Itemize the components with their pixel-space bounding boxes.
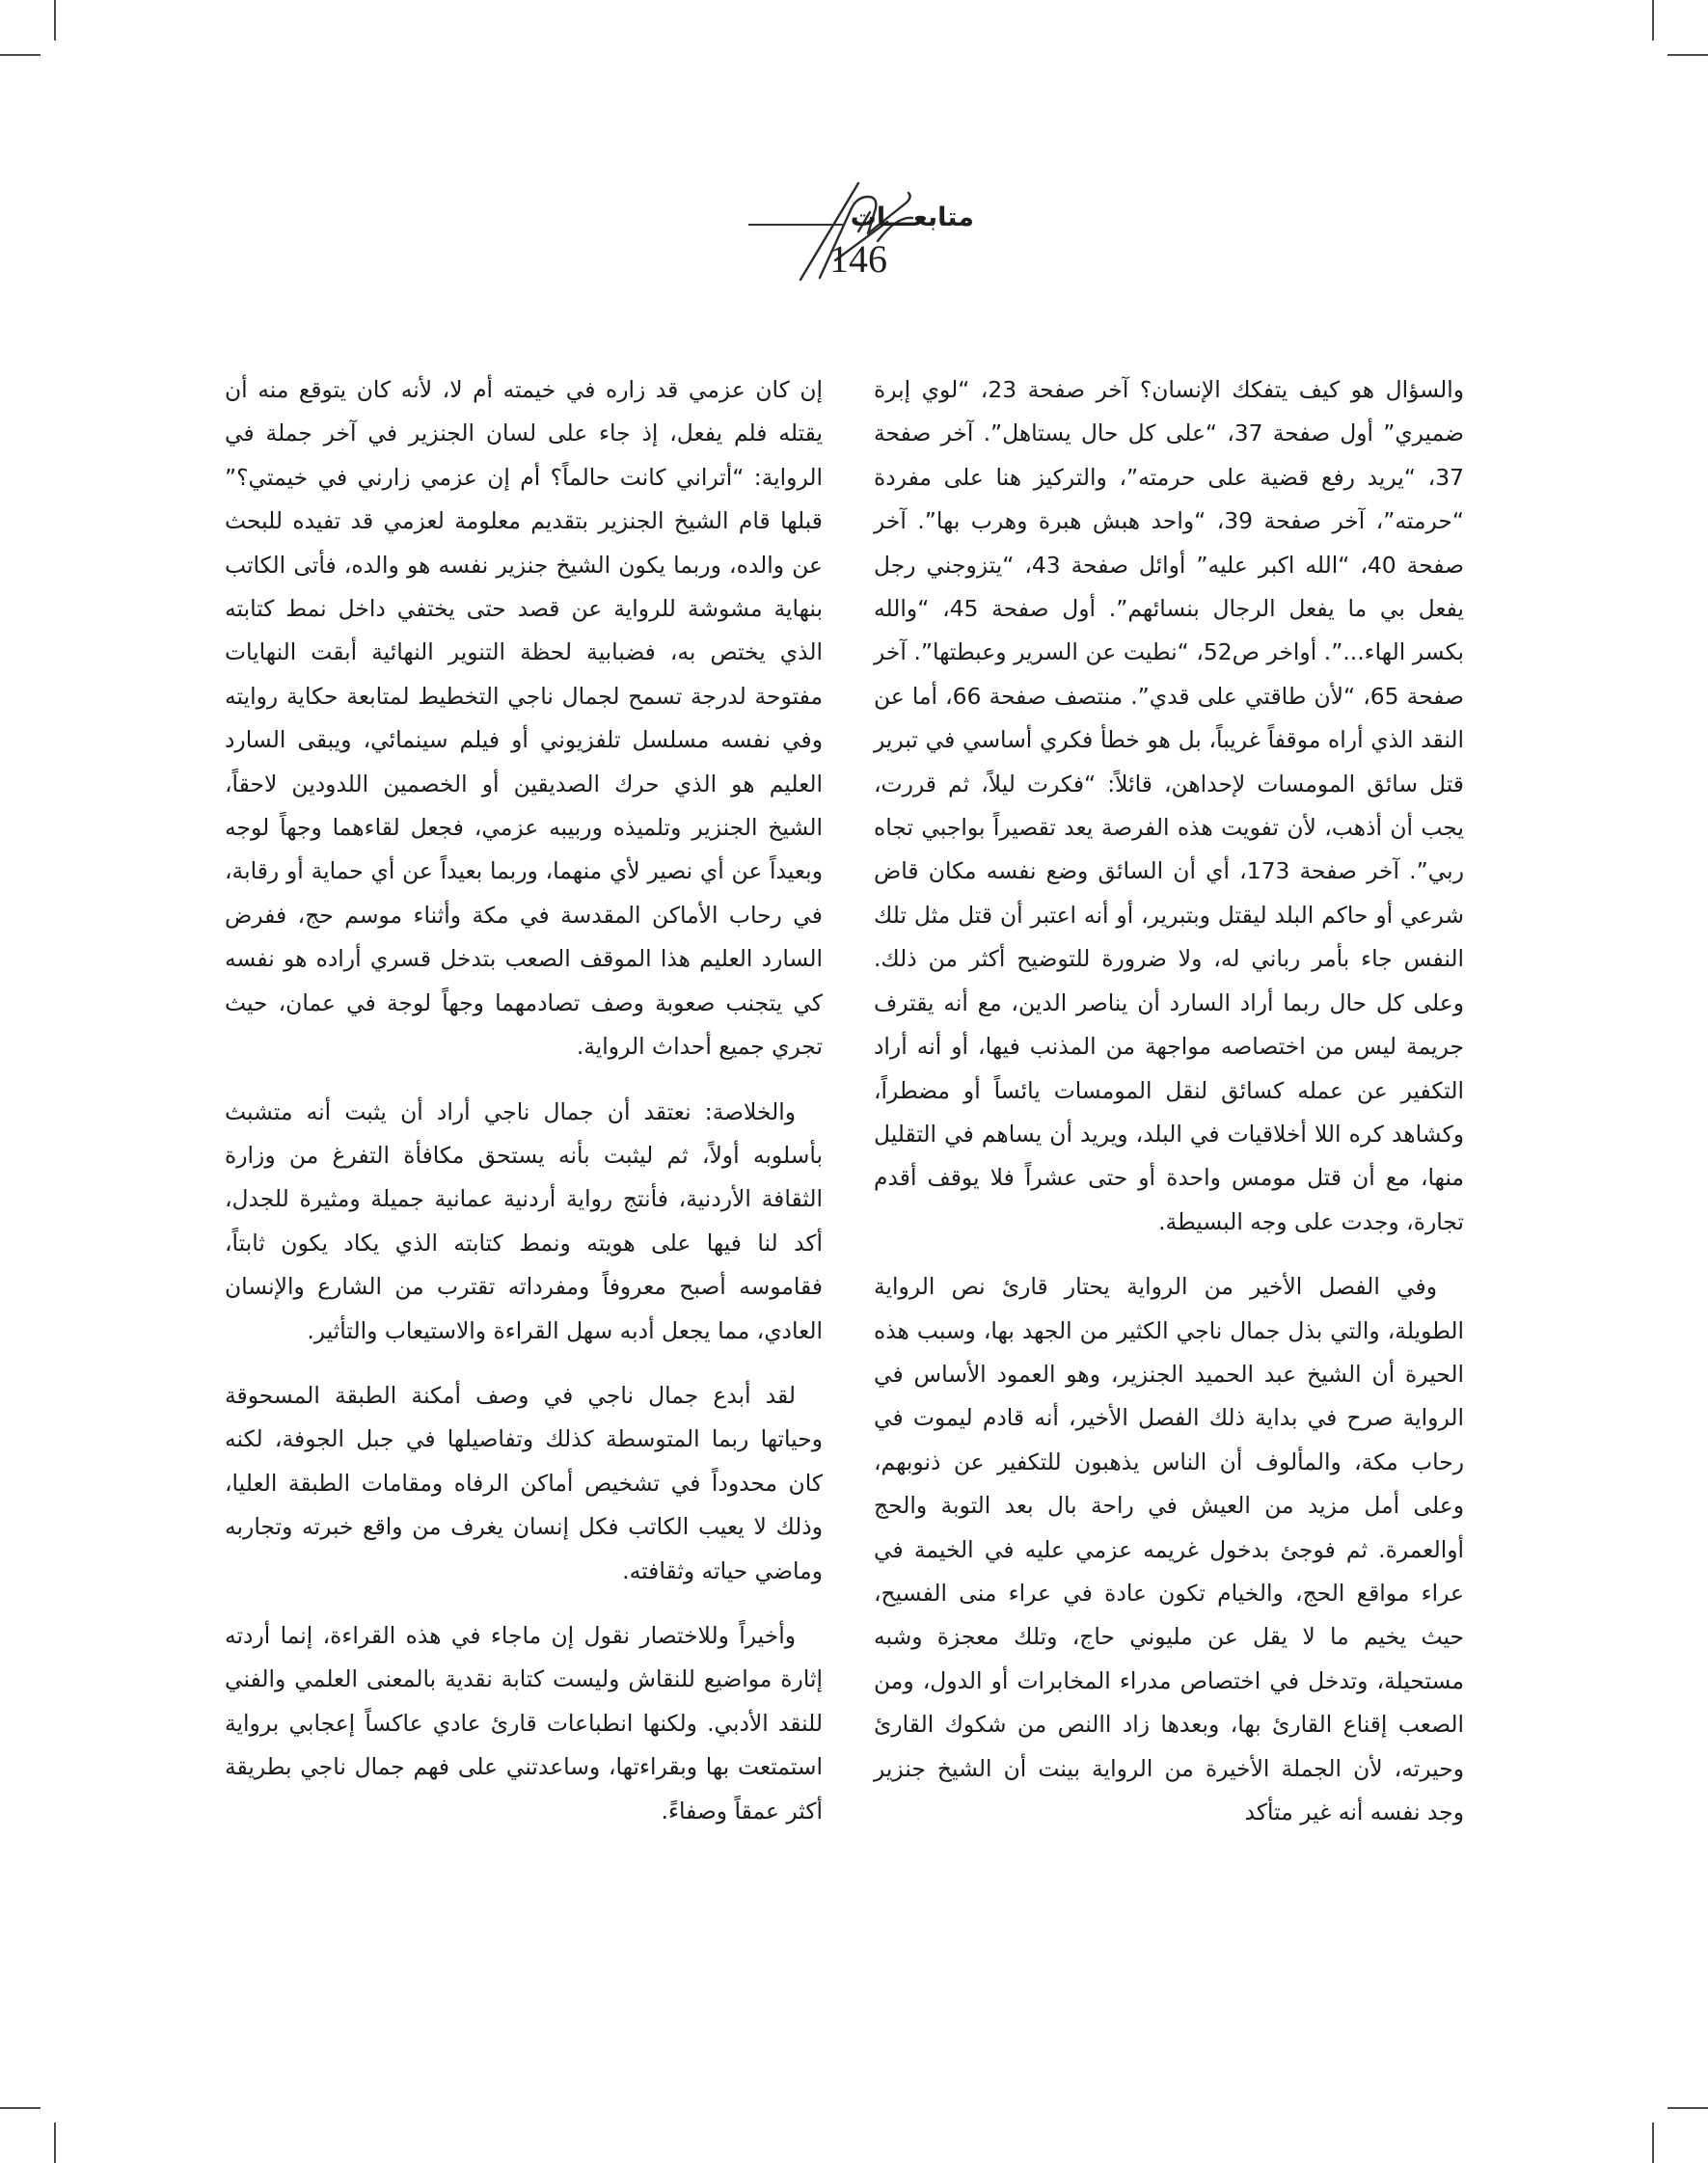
crop-mark-bottom-right-v	[1652, 2122, 1654, 2163]
article-column-left	[225, 368, 823, 1833]
section-label: متابعـــات	[850, 203, 974, 232]
page-number: 146	[829, 237, 887, 281]
crop-mark-top-right-h	[1667, 54, 1708, 56]
crop-mark-bottom-right-h	[1667, 2107, 1708, 2109]
crop-mark-top-left-v	[54, 0, 56, 41]
crop-mark-bottom-left-h	[0, 2107, 41, 2109]
crop-mark-top-left-h	[0, 54, 41, 56]
article-column-right	[874, 368, 1464, 1834]
crop-mark-top-right-v	[1652, 0, 1654, 41]
paragraph: وأخيراً وللاختصار نقول إن ماجاء في هذه القراءة، إنما أردته إثارة مواضيع للنقاش وليست كتابة نقدية بالمعنى العلمي والفني للنقد الأدبي. ولكنها انطباعات قارئ عادي عاكساً إعجابي برواية استمتعت بها وبقراءتها، وساعدتني على فهم جمال ناجي بطريقة أكثر عمقاً وصفاءً.	[225, 1621, 823, 1825]
header-rule	[748, 224, 845, 226]
paragraph: والسؤال هو كيف يتفكك الإنسان؟ آخر صفحة 23، “لوي إبرة ضميري” أول صفحة 37، “على كل حال يستاهل”. آخر صفحة 37، “يريد رفع قضية على حرمته”، والتركيز هنا على مفردة “حرمته”، آخر صفحة 39، “واحد هبش هبرة وهرب بها”. آخر صفحة 40، “الله اكبر عليه” أوائل صفحة 43، “يتزوجني رجل يفعل بي ما يفعل الرجال بنسائهم”. أول صفحة 45، “والله بكسر الهاء...”. أواخر ص52، “نطيت عن السرير وعبطتها”. آخر صفحة 65، “لأن طاقتي على قدي”. منتصف صفحة 66، أما عن النقد الذي أراه موقفاً غريباً، بل هو خطأ فكري أساسي في تبرير قتل سائق المومسات لإحداهن، قائلاً: “فكرت ليلاً، ثم قررت، يجب أن أذهب، لأن تفويت هذه الفرصة يعد تقصيراً بواجبي تجاه ربي”. آخر صفحة 173، أي أن السائق وضع نفسه مكان قاض شرعي أو حاكم البلد ليقتل وبتبرير، أو أنه اعتبر أن قتل مثل تلك النفس جاء بأمر رباني له، ولا ضرورة للتوضيح أكثر من ذلك. وعلى كل حال ربما أراد السارد أن يناصر الدين، مع أنه يقترف جريمة ليس من اختصاصه مواجهة من المذنب فيها، أو أنه أراد التكفير عن عمله كسائق لنقل المومسات يائساً أو مضطراً، وكشاهد كره اللا أخلاقيات في البلد، ويريد أن يساهم في التقليل منها، مع أن قتل مومس واحدة أو حتى عشراً فلا يوقف أقدم تجارة، وجدت على وجه البسيطة.	[874, 376, 1464, 1235]
paragraph: إن كان عزمي قد زاره في خيمته أم لا، لأنه كان يتوقع منه أن يقتله فلم يفعل، إذ جاء على لسان الجنزير في آخر جملة في الرواية: “أتراني كانت حالماً؟ أم إن عزمي زارني في خيمتي؟” قبلها قام الشيخ الجنزير بتقديم معلومة لعزمي قد تفيده للبحث عن والده، وربما يكون الشيخ جنزير نفسه هو والده، فأتى الكاتب بنهاية مشوشة للرواية عن قصد حتى يختفي داخل نمط كتابته الذي يختص به، فضبابية لحظة التنوير النهائية أبقت النهايات مفتوحة لدرجة تسمح لجمال ناجي التخطيط لمتابعة حكاية روايته وفي نفسه مسلسل تلفزيوني أو فيلم سينمائي، ويبقى السارد العليم هو الذي حرك الصديقين أو الخصمين اللدودين لاحقاً، الشيخ الجنزير وتلميذه وربيبه عزمي، فجعل لقاءهما وجهاً لوجه وبعيداً عن أي نصير لأي منهما، وربما بعيداً عن أي حماية أو رقابة، في رحاب الأماكن المقدسة في مكة وأثناء موسم حج، ففرض السارد العليم هذا الموقف الصعب بتدخل قسري أراده هو نفسه كي يتجنب صعوبة وصف تصادمهما وجهاً لوجة في عمان، حيث تجري جميع أحداث الرواية.	[225, 376, 823, 1061]
crop-mark-bottom-left-v	[54, 2122, 56, 2163]
paragraph: وفي الفصل الأخير من الرواية يحتار قارئ نص الرواية الطويلة، والتي بذل جمال ناجي الكثير من الجهد بها، وسبب هذه الحيرة أن الشيخ عبد الحميد الجنزير، وهو العمود الأساس في الرواية صرح في بداية ذلك الفصل الأخير، أنه قادم ليموت في رحاب مكة، والمألوف أن الناس يذهبون للتكفير عن ذنوبهم، وعلى أمل مزيد من العيش في راحة بال بعد التوبة والحج أوالعمرة. ثم فوجئ بدخول غريمه عزمي عليه في الخيمة في عراء مواقع الحج، والخيام تكون عادة في عراء منى الفسيح، حيث يخيم ما لا يقل عن مليوني حاج، وتلك معجزة وشبه مستحيلة، وتدخل في اختصاص مدراء المخابرات أو الدول، ومن الصعب إقناع القارئ بها، وبعدها زاد االنص من شكوك القارئ وحيرته، لأن الجملة الأخيرة من الرواية بينت أن الشيخ جنزير وجد نفسه أنه غير متأكد	[874, 1273, 1464, 1825]
page-header	[743, 164, 974, 299]
paragraph: لقد أبدع جمال ناجي في وصف أمكنة الطبقة المسحوقة وحياتها ربما المتوسطة كذلك وتفاصيلها في جبل الجوفة، لكنه كان محدوداً في تشخيص أماكن الرفاه ومقامات الطبقة العليا، وذلك لا يعيب الكاتب فكل إنسان يغرف من واقع خبرته وتجاربه وماضي حياته وثقافته.	[225, 1381, 823, 1584]
paragraph: والخلاصة: نعتقد أن جمال ناجي أراد أن يثبت أنه متشبث بأسلوبه أولاً، ثم ليثبت بأنه يستحق مكافأة التفرغ من وزارة الثقافة الأردنية، فأنتج رواية أردنية عمانية جميلة ومثيرة للجدل، أكد لنا فيها على هويته ونمط كتابته الذي يكاد يكون ثابتاً، فقاموسه أصبح معروفاً ومفرداته تقترب من الشارع والإنسان العادي، مما يجعل أدبه سهل القراءة والاستيعاب والتأثير.	[225, 1097, 823, 1344]
